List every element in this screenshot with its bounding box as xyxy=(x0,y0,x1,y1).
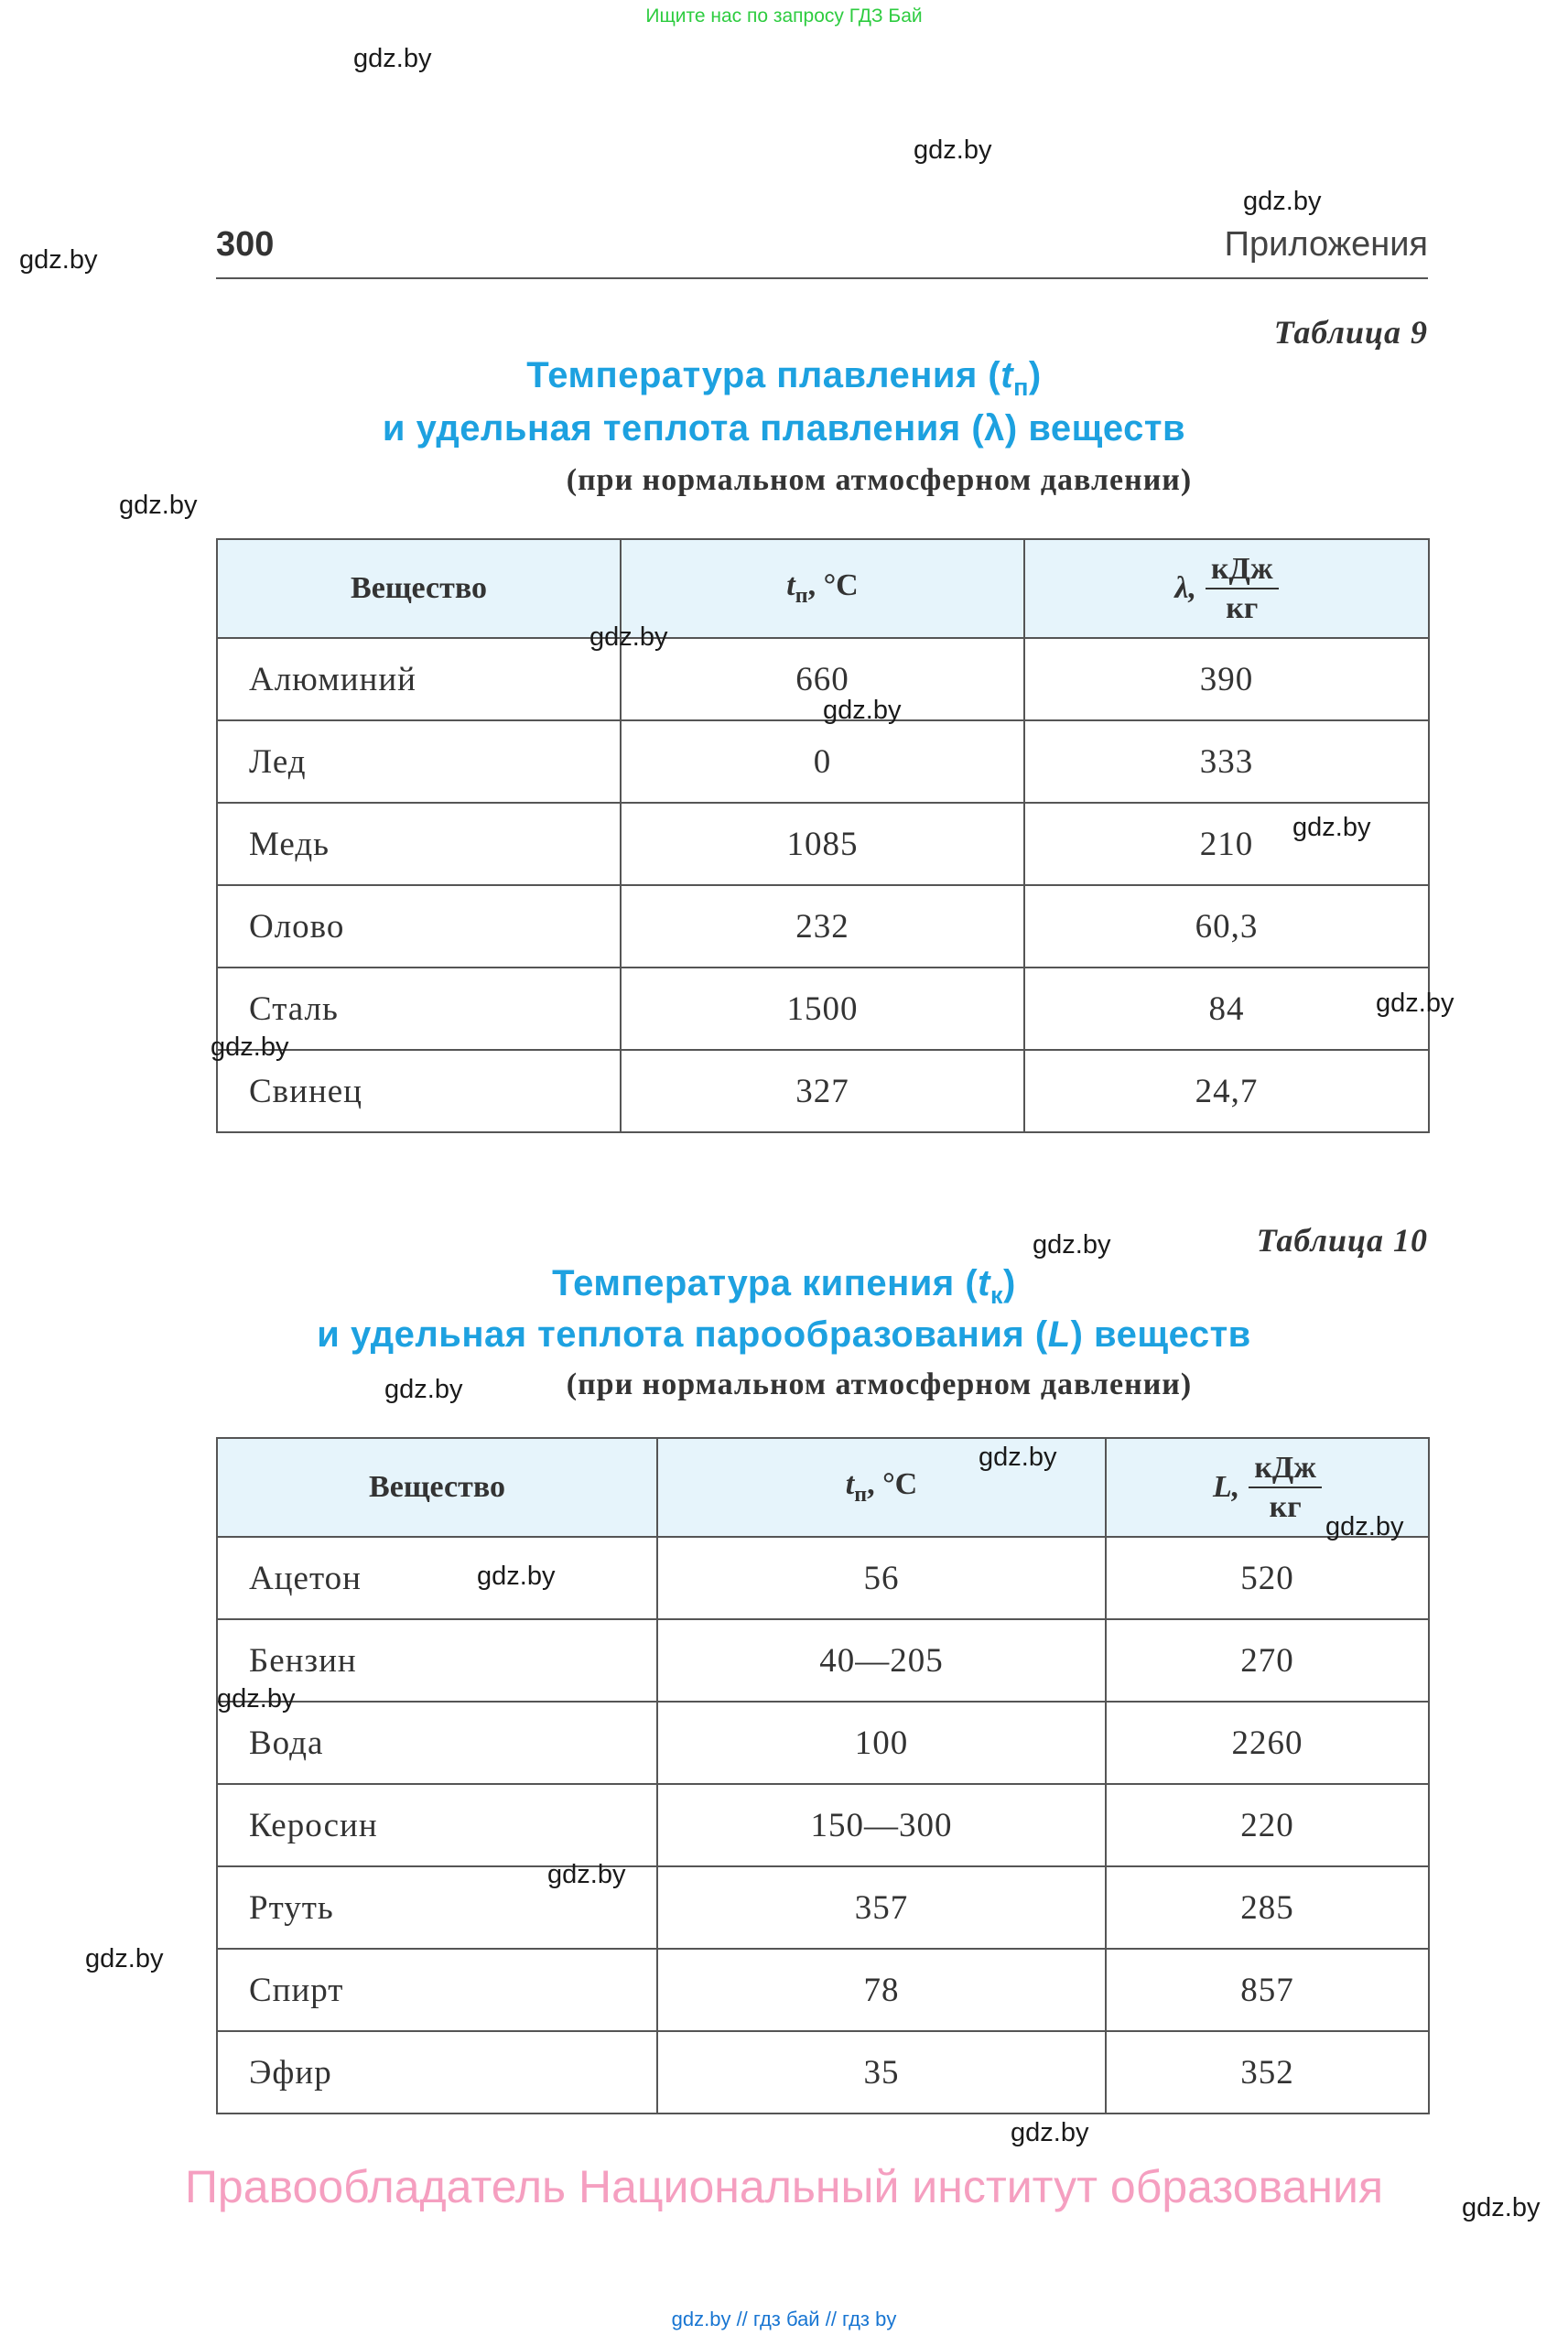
watermark: gdz.by xyxy=(1376,989,1454,1018)
watermark: gdz.by xyxy=(217,1684,296,1714)
column-header-substance: Вещество xyxy=(217,539,621,638)
watermark: gdz.by xyxy=(1243,187,1322,216)
table-row xyxy=(217,1866,1429,1949)
cell-heat: 285 xyxy=(1106,1866,1429,1949)
table10-subheading: (при нормальном атмосферном давлении) xyxy=(566,1368,1193,1401)
cell-heat: 2260 xyxy=(1106,1702,1429,1784)
watermark: gdz.by xyxy=(914,135,992,165)
table9 xyxy=(216,538,1430,1133)
cell-substance: Керосин xyxy=(217,1784,657,1866)
table9-heading-line1: Температура плавления $(t_п)$ xyxy=(526,355,1042,401)
cell-temperature: 357 xyxy=(657,1866,1106,1949)
cell-heat: 352 xyxy=(1106,2031,1429,2114)
table-row xyxy=(217,1619,1429,1702)
table-row xyxy=(217,1537,1429,1619)
cell-temperature: 1500 xyxy=(621,968,1024,1050)
cell-substance: Лед xyxy=(217,720,621,803)
table10-heading-line1: Температура кипения $(t_к)$ xyxy=(552,1263,1016,1309)
cell-substance: Вода xyxy=(217,1702,657,1784)
cell-substance: Свинец xyxy=(217,1050,621,1132)
watermark: gdz.by xyxy=(547,1860,626,1889)
cell-temperature: 1085 xyxy=(621,803,1024,885)
cell-heat: 84 xyxy=(1024,968,1429,1050)
cell-substance: Бензин xyxy=(217,1619,657,1702)
cell-heat: 333 xyxy=(1024,720,1429,803)
cell-substance: Ртуть xyxy=(217,1866,657,1949)
table-header-row xyxy=(217,539,1429,638)
cell-temperature: 100 xyxy=(657,1702,1106,1784)
footer-links[interactable]: gdz.by // гдз бай // гдз by xyxy=(671,2308,897,2330)
cell-substance: Сталь xyxy=(217,968,621,1050)
column-header-temperature: $t_п$, °C xyxy=(657,1438,1106,1537)
copyright-notice: Правообладатель Национальный институт образования xyxy=(184,2161,1384,2212)
column-header-substance: Вещество xyxy=(217,1438,657,1537)
watermark: gdz.by xyxy=(1462,2193,1541,2222)
section-title: Приложения xyxy=(1224,225,1428,264)
table-row xyxy=(217,720,1429,803)
watermark: gdz.by xyxy=(1292,813,1371,842)
column-header-heat: L, $\frac{\text{кДж}}{кг}$ xyxy=(1106,1438,1429,1537)
cell-heat: 60,3 xyxy=(1024,885,1429,968)
watermark: gdz.by xyxy=(589,622,668,652)
cell-temperature: 150—300 xyxy=(657,1784,1106,1866)
cell-temperature: 56 xyxy=(657,1537,1106,1619)
cell-substance: Спирт xyxy=(217,1949,657,2031)
table10-heading-line2: и удельная теплота парообразования (L) веществ xyxy=(317,1314,1251,1355)
watermark: gdz.by xyxy=(1033,1230,1111,1259)
table10-label: Таблица 10 xyxy=(1256,1222,1428,1259)
cell-temperature: 35 xyxy=(657,2031,1106,2114)
cell-temperature: 232 xyxy=(621,885,1024,968)
cell-substance: Олово xyxy=(217,885,621,968)
table-header-row xyxy=(217,1438,1429,1537)
cell-temperature: 78 xyxy=(657,1949,1106,2031)
table-row xyxy=(217,1702,1429,1784)
table-row xyxy=(217,1949,1429,2031)
cell-substance: Медь xyxy=(217,803,621,885)
table9-subheading: (при нормальном атмосферном давлении) xyxy=(566,463,1193,497)
watermark: gdz.by xyxy=(1325,1512,1404,1541)
top-banner[interactable]: Ищите нас по запросу ГДЗ Бай xyxy=(645,5,923,27)
table-row xyxy=(217,885,1429,968)
table-row xyxy=(217,2031,1429,2114)
watermark: gdz.by xyxy=(979,1443,1057,1472)
watermark: gdz.by xyxy=(384,1375,463,1404)
table-row xyxy=(217,1050,1429,1132)
cell-heat: 390 xyxy=(1024,638,1429,720)
cell-heat: 520 xyxy=(1106,1537,1429,1619)
page-number: 300 xyxy=(216,225,275,264)
table9-heading-line2: и удельная теплота плавления (λ) веществ xyxy=(382,408,1186,449)
watermark: gdz.by xyxy=(211,1032,289,1062)
table-row xyxy=(217,803,1429,885)
cell-substance: Эфир xyxy=(217,2031,657,2114)
cell-temperature: 0 xyxy=(621,720,1024,803)
watermark: gdz.by xyxy=(823,696,902,725)
cell-heat: 220 xyxy=(1106,1784,1429,1866)
watermark: gdz.by xyxy=(1011,2118,1089,2147)
cell-heat: 270 xyxy=(1106,1619,1429,1702)
column-header-temperature: $t_п$, °C xyxy=(621,539,1024,638)
cell-heat: 210 xyxy=(1024,803,1429,885)
cell-substance: Ацетон xyxy=(217,1537,657,1619)
header-divider xyxy=(216,277,1428,279)
column-header-heat: λ, $\frac{\text{кДж}}{кг}$ xyxy=(1024,539,1429,638)
watermark: gdz.by xyxy=(85,1944,164,1973)
cell-temperature: 660 xyxy=(621,638,1024,720)
cell-substance: Алюминий xyxy=(217,638,621,720)
watermark: gdz.by xyxy=(19,245,98,275)
watermark: gdz.by xyxy=(477,1562,556,1591)
cell-temperature: 327 xyxy=(621,1050,1024,1132)
table10 xyxy=(216,1437,1430,2114)
watermark: gdz.by xyxy=(353,44,432,73)
cell-temperature: 40—205 xyxy=(657,1619,1106,1702)
table9-label: Таблица 9 xyxy=(1273,314,1428,351)
cell-heat: 857 xyxy=(1106,1949,1429,2031)
table-row xyxy=(217,1784,1429,1866)
table-row xyxy=(217,968,1429,1050)
cell-heat: 24,7 xyxy=(1024,1050,1429,1132)
watermark: gdz.by xyxy=(119,491,198,520)
